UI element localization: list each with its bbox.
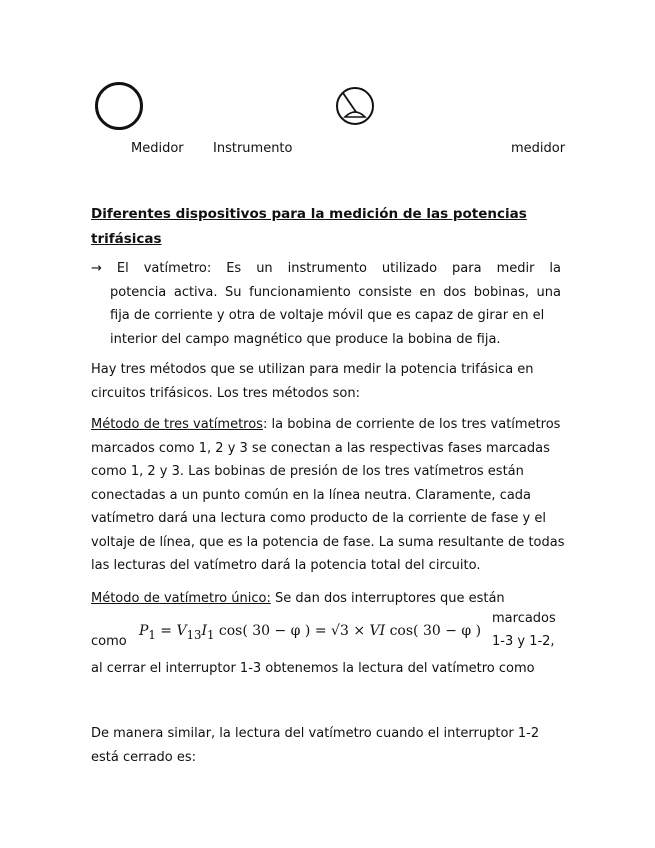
bullet-line-1: → El vatímetro: Es un instrumento utilizado para medir la <box>91 261 561 276</box>
formula-p1: $P_1 = V_{13}I_1$ cos( 30 − φ ) = √3 × VI cos( 30 − φ ) <box>139 623 482 642</box>
bullet-line-3: fija de corriente y otra de voltaje móvil que es capaz de girar en el <box>110 308 545 323</box>
circle-icon <box>95 82 143 130</box>
method1-paragraph <box>91 413 566 578</box>
meter-dial-icon <box>333 87 377 127</box>
arrow-icon: → <box>91 261 102 276</box>
bullet-paragraph <box>91 257 561 351</box>
method2-title: Método de vatímetro único: <box>91 591 271 606</box>
label-medidor-right: medidor <box>511 141 566 156</box>
label-medidor-left: Medidor <box>131 141 184 156</box>
switches-text: 1-3 y 1-2, <box>492 634 555 649</box>
marcados-text: marcados <box>492 611 556 626</box>
intro-paragraph: Hay tres métodos que se utilizan para medir la potencia trifásica en circuitos trifásicos. Los tres métodos son: <box>91 362 534 401</box>
method2-body: Se dan dos interruptores que están <box>270 591 505 606</box>
label-instrumento: Instrumento <box>213 141 293 156</box>
bullet-line-4: interior del campo magnético que produce la bobina de fija. <box>110 331 501 347</box>
method1-title: Método de tres vatímetros <box>91 417 263 432</box>
como-text: como <box>91 634 127 649</box>
method2-intro <box>91 587 566 611</box>
closing-text: al cerrar el interruptor 1-3 obtenemos la lectura del vatímetro como <box>91 661 535 676</box>
section-heading: Diferentes dispositivos para la medición de las potencias trifásicas <box>91 206 527 247</box>
method1-body: : la bobina de corriente de los tres vatímetros marcados como 1, 2 y 3 se conectan a las respectivas fases marcadas como 1, 2 y 3. Las bobinas de presión de los tres vatímetros están conectadas a un punto común en la línea neutra. Claramente, cada vatímetro dará una lectura como producto de la corriente de fase y el voltaje de línea, que es la potencia de fase. La suma resultante de todas las lecturas del vatímetro dará la potencia total del circuito. <box>91 417 565 573</box>
bullet-line-2: potencia activa. Su funcionamiento consiste en dos bobinas, una <box>110 284 561 300</box>
similar-paragraph: De manera similar, la lectura del vatímetro cuando el interruptor 1-2 está cerrado es: <box>91 726 540 765</box>
